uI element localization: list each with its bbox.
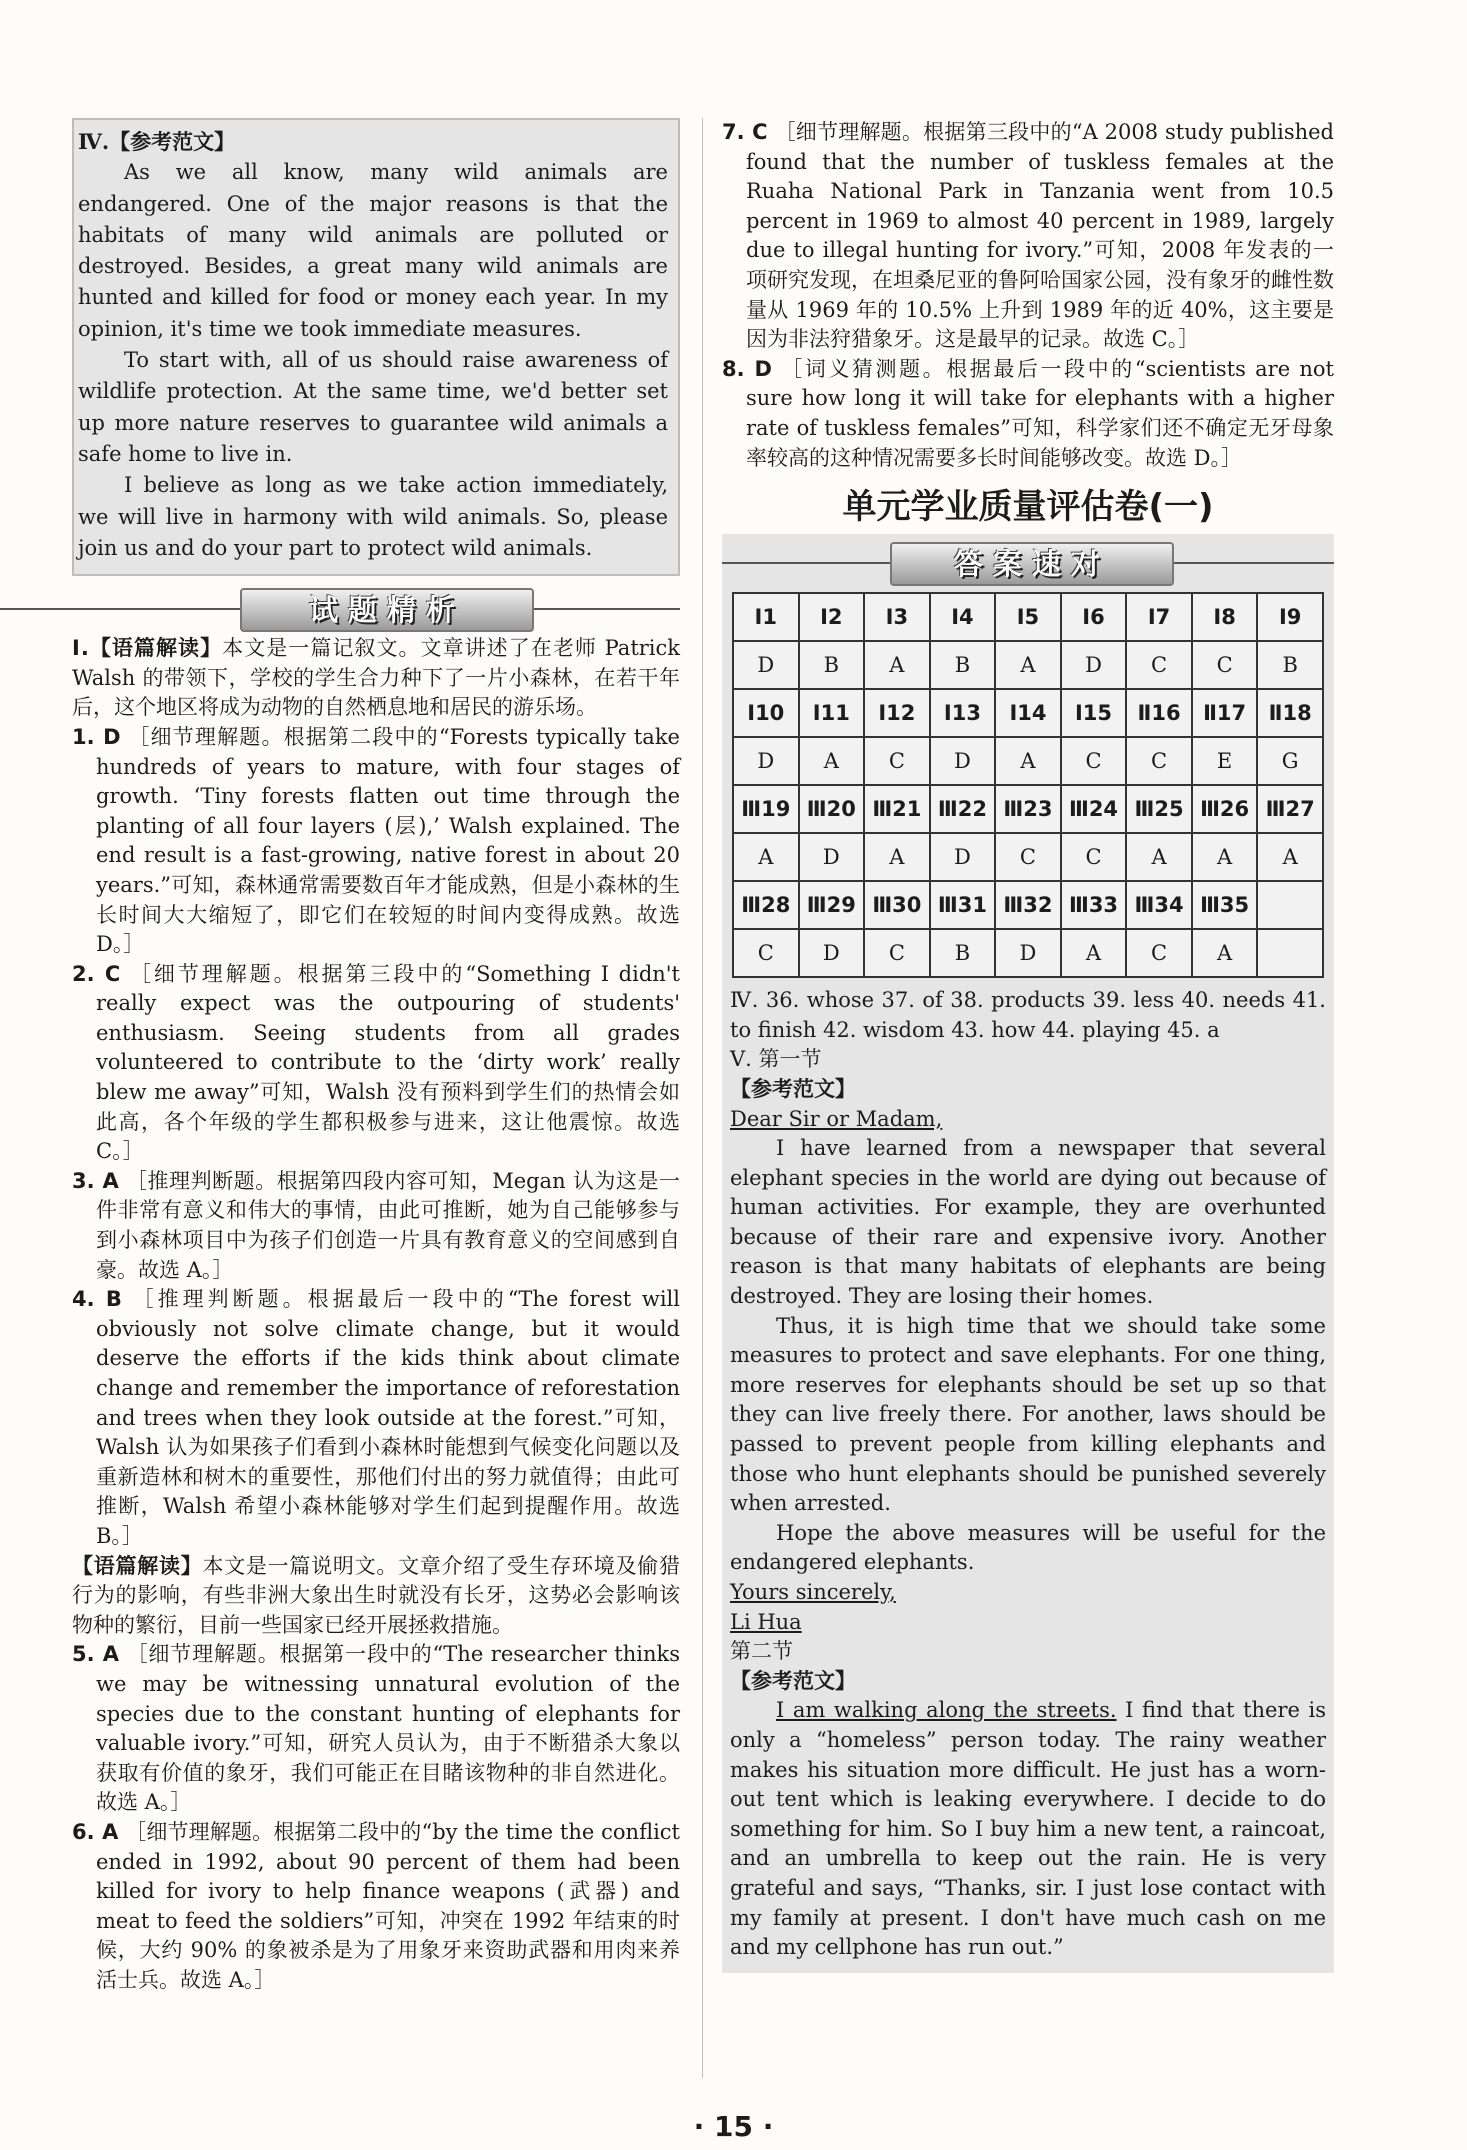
passage-intro-2: 【语篇解读】本文是一篇说明文。文章介绍了受生存环境及偷猎行为的影响，有些非洲大象出生时就没有长牙，这势必会影响该物种的繁衍，目前一些国家已经开展拯救措施。 (72, 1553, 681, 1637)
question-number-cell: Ⅲ35 (1192, 881, 1258, 929)
question-number-cell: Ⅱ17 (1192, 689, 1258, 737)
answer-value-row (733, 737, 1323, 785)
answer-cell: D (733, 641, 799, 689)
answer-cell: C (1061, 833, 1127, 881)
question-number-cell: Ⅰ12 (864, 689, 930, 737)
answer-cell: G (1257, 737, 1323, 785)
answer-cell: C (733, 929, 799, 977)
answer-item-6: 6. A ［细节理解题。根据第二段中的“by the time the conflict ended in 1992, about 90 percent of them had been killed for ivory to help finance weapons (武器) and meat to feed the soldiers”可知，冲突在 1992 年结束的时候，大约 90% 的象被杀是为了用象牙来资助武器和用肉来养活士兵。故选 A。］ (72, 1819, 680, 1992)
essay-1-paragraph: Thus, it is high time that we should take some measures to protect and save elephants. For one thing, more reserves for elephants should be set up so that they can live freely there. For another, laws should be passed to prevent people from killing elephants and those who hunt elephants should be punished severely when arrested. (730, 1313, 1326, 1516)
essay-1-salutation: Dear Sir or Madam, (730, 1106, 943, 1131)
question-number-cell: Ⅰ10 (733, 689, 799, 737)
question-number-cell: Ⅰ4 (930, 593, 996, 641)
question-number-cell: Ⅲ23 (995, 785, 1061, 833)
answer-item-4: 4. B ［推理判断题。根据最后一段中的“The forest will obviously not solve climate change, but it would deserve the efforts if the kids think about climate change and remember the importance of reforestation and trees when they look outside at the forest.”可知，Walsh 认为如果孩子们看到小森林时能想到气候变化问题以及重新造林和树木的重要性，那他们付出的努力就值得；由此可推断，Walsh 希望小森林能够对学生们起到提醒作用。故选 B。］ (72, 1287, 680, 1548)
essay-2 (730, 1667, 1326, 1963)
answer-cell: C (864, 929, 930, 977)
analysis-text-continued (722, 118, 1334, 473)
question-number-cell (1257, 881, 1323, 929)
answer-cell: A (995, 641, 1061, 689)
answer-item-2: 2. C ［细节理解题。根据第三段中的“Something I didn't really expect was the outpouring of students' enthusiasm. Seeing students from all grades volunteered to contribute to the ‘dirty work’ really blew me away”可知，Walsh 没有预料到学生们的热情会如此高，各个年级的学生都积极参与进来，这让他震惊。故选 C。］ (72, 961, 680, 1164)
answer-value-row (733, 929, 1323, 977)
essay-1-paragraph: I have learned from a newspaper that several elephant species in the world are dying out because of human activities. For example, they are overhunted because of their rare and expensive ivory. Another reason is that many habitats of elephants are being destroyed. They are losing their homes. (730, 1136, 1326, 1309)
answer-item-1: 1. D ［细节理解题。根据第二段中的“Forests typically take hundreds of years to mature, with four stages of growth. ‘Tiny forests flatten out time through the planting of all four layers (层),’ Walsh explained. The end result is a fast-growing, native forest in about 20 years.”可知，森林通常需要数百年才能成熟，但是小森林的生长时间大大缩短了，即它们在较短的时间内变得成熟。故选 D。］ (72, 724, 680, 957)
right-column (722, 118, 1334, 1973)
question-number-cell: Ⅱ18 (1257, 689, 1323, 737)
answer-cell: D (733, 737, 799, 785)
question-number-cell: Ⅰ13 (930, 689, 996, 737)
question-number-cell: Ⅰ15 (1061, 689, 1127, 737)
question-number-cell: Ⅲ25 (1126, 785, 1192, 833)
answer-cell: B (1257, 641, 1323, 689)
answer-cell: B (930, 929, 996, 977)
answer-item-5: 5. A ［细节理解题。根据第一段中的“The researcher thinks we may be witnessing unnatural evolution of the species due to the constant hunting of elephants for valuable ivory.”可知，研究人员认为，由于不断猎杀大象以获取有价值的象牙，我们可能正在目睹该物种的非自然进化。故选 A。］ (72, 1642, 681, 1815)
answer-cell: B (930, 641, 996, 689)
answer-cell: D (930, 737, 996, 785)
question-number-cell: Ⅲ31 (930, 881, 996, 929)
answer-cell: A (1192, 833, 1258, 881)
question-number-cell: Ⅲ30 (864, 881, 930, 929)
model-essay-paragraph: I believe as long as we take action immediately, we will live in harmony with wild animals. So, please join us and do your part to protect wild animals. (78, 473, 668, 560)
answer-header-row (733, 785, 1323, 833)
essay-2-label: 【参考范文】 (730, 1668, 856, 1693)
answer-header-row (733, 593, 1323, 641)
answer-cell: C (864, 737, 930, 785)
model-essay-box (72, 118, 680, 576)
answer-cell: C (1126, 929, 1192, 977)
page-number: · 15 · (693, 2110, 774, 2143)
answer-cell: D (1061, 641, 1127, 689)
question-number-cell: Ⅲ19 (733, 785, 799, 833)
question-number-cell: Ⅰ3 (864, 593, 930, 641)
answer-cell: A (995, 737, 1061, 785)
answer-cell: A (864, 641, 930, 689)
question-number-cell: Ⅰ14 (995, 689, 1061, 737)
question-number-cell: Ⅲ20 (799, 785, 865, 833)
model-essay-paragraph: As we all know, many wild animals are endangered. One of the major reasons is that the habitats of many wild animals are polluted or destroyed. Besides, a great many wild animals are hunted and killed for food or money each year. In my opinion, it's time we took immediate measures. (78, 160, 668, 341)
essay-1-label: 【参考范文】 (730, 1076, 856, 1101)
answer-cell: A (864, 833, 930, 881)
question-number-cell: Ⅰ8 (1192, 593, 1258, 641)
essay-1-closing: Yours sincerely, (730, 1580, 896, 1604)
question-number-cell: Ⅲ26 (1192, 785, 1258, 833)
answer-cell: A (799, 737, 865, 785)
banner-label: 试题精析 (240, 588, 534, 632)
answer-cell: C (1192, 641, 1258, 689)
unit-test-title: 单元学业质量评估卷(一) (842, 487, 1214, 528)
answer-cell: A (1257, 833, 1323, 881)
analysis-text (72, 634, 680, 1995)
question-number-cell: Ⅲ27 (1257, 785, 1323, 833)
model-essay-paragraph: To start with, all of us should raise awareness of wildlife protection. At the same time, we'd better set up more nature reserves to guarantee wild animals a safe home to live in. (78, 348, 668, 466)
question-number-cell: Ⅲ29 (799, 881, 865, 929)
answer-header-row (733, 689, 1323, 737)
answer-cell: C (995, 833, 1061, 881)
answer-cell: A (733, 833, 799, 881)
answer-cell: A (1061, 929, 1127, 977)
answer-item-7: 7. C ［细节理解题。根据第三段中的“A 2008 study published found that the number of tuskless females at the Ruaha National Park in Tanzania went from 10.5 percent in 1969 to almost 40 percent in 1989, largely due to illegal hunting for ivory.”可知，2008 年发表的一项研究发现，在坦桑尼亚的鲁阿哈国家公园，没有象牙的雌性数量从 1969 年的 10.5% 上升到 1989 年的近 40%，这主要是因为非法狩猎象牙。这是最早的记录。故选 C。］ (722, 120, 1334, 352)
answer-cell: D (799, 929, 865, 977)
question-number-cell: Ⅱ16 (1126, 689, 1192, 737)
question-number-cell: Ⅰ7 (1126, 593, 1192, 641)
answer-cell: A (1192, 929, 1258, 977)
question-number-cell: Ⅲ32 (995, 881, 1061, 929)
question-number-cell: Ⅰ1 (733, 593, 799, 641)
model-essay-title: Ⅳ.【参考范文】 (78, 129, 236, 154)
left-column (72, 118, 680, 1995)
question-number-cell: Ⅲ34 (1126, 881, 1192, 929)
essay-1-name: Li Hua (730, 1609, 802, 1634)
essay-1-paragraph: Hope the above measures will be useful for the endangered elephants. (730, 1520, 1326, 1575)
answer-cell: D (995, 929, 1061, 977)
question-number-cell: Ⅲ28 (733, 881, 799, 929)
question-number-cell: Ⅲ33 (1061, 881, 1127, 929)
question-number-cell: Ⅰ5 (995, 593, 1061, 641)
answer-value-row (733, 833, 1323, 881)
part5-label: Ⅴ. 第一节 (730, 1047, 822, 1072)
answer-item-8: 8. D ［词义猜测题。根据最后一段中的“scientists are not sure how long it will take for elephants with a higher rate of tuskless females”可知，科学家们还不确定无牙母象率较高的这种情况需要多长时间能够改变。故选 D。］ (722, 356, 1334, 470)
passage-intro-1: Ⅰ.【语篇解读】本文是一篇记叙文。文章讲述了在老师 Patrick Walsh 的带领下，学校的学生合力种下了一片小森林，在若干年后，这个地区将成为动物的自然栖息地和居民的游乐场。 (72, 636, 681, 720)
answer-cell: C (1061, 737, 1127, 785)
answer-item-3: 3. A ［推理判断题。根据第四段内容可知，Megan 认为这是一件非常有意义和伟大的事情，由此可推断，她为自己能够参与到小森林项目中为孩子们创造一片具有教育意义的空间感到自豪。故选 A。］ (72, 1168, 681, 1282)
answer-cell: C (1126, 641, 1192, 689)
essay-2-paragraph: I am walking along the streets. I find that there is only a “homeless” person today. The rainy weather makes his situation more difficult. He just has a worn-out tent which is leaking everywhere. I decide to do something for him. So I buy him a new tent, a raincoat, and an umbrella to keep out the rain. He is very grateful and says, “Thanks, sir. I just lose contact with my family at present. I don't have much cash on me and my cellphone has run out.” (730, 1698, 1327, 1960)
question-number-cell: Ⅰ11 (799, 689, 865, 737)
section-banner-answers (730, 540, 1326, 584)
answer-cell: C (1126, 737, 1192, 785)
answer-value-row (733, 641, 1323, 689)
question-number-cell: Ⅰ2 (799, 593, 865, 641)
answer-cell: A (1126, 833, 1192, 881)
question-number-cell: Ⅰ9 (1257, 593, 1323, 641)
column-divider (702, 118, 703, 2078)
question-number-cell: Ⅲ21 (864, 785, 930, 833)
answer-cell: D (799, 833, 865, 881)
banner-label: 答案速对 (890, 542, 1174, 586)
essay-1 (730, 1075, 1326, 1637)
answer-cell (1257, 929, 1323, 977)
question-number-cell: Ⅲ22 (930, 785, 996, 833)
answer-table (732, 592, 1324, 978)
section-banner-analysis (72, 586, 680, 630)
part5b-label: 第二节 (730, 1639, 793, 1664)
answer-cell: D (930, 833, 996, 881)
answer-header-row (733, 881, 1323, 929)
question-number-cell: Ⅲ24 (1061, 785, 1127, 833)
part4-answers: Ⅳ. 36. whose 37. of 38. products 39. less 40. needs 41. to finish 42. wisdom 43. how 44. playing 45. a (730, 988, 1326, 1042)
answer-cell: E (1192, 737, 1258, 785)
answer-key-panel (722, 534, 1334, 1973)
question-number-cell: Ⅰ6 (1061, 593, 1127, 641)
answer-text (730, 986, 1326, 1963)
answer-cell: B (799, 641, 865, 689)
